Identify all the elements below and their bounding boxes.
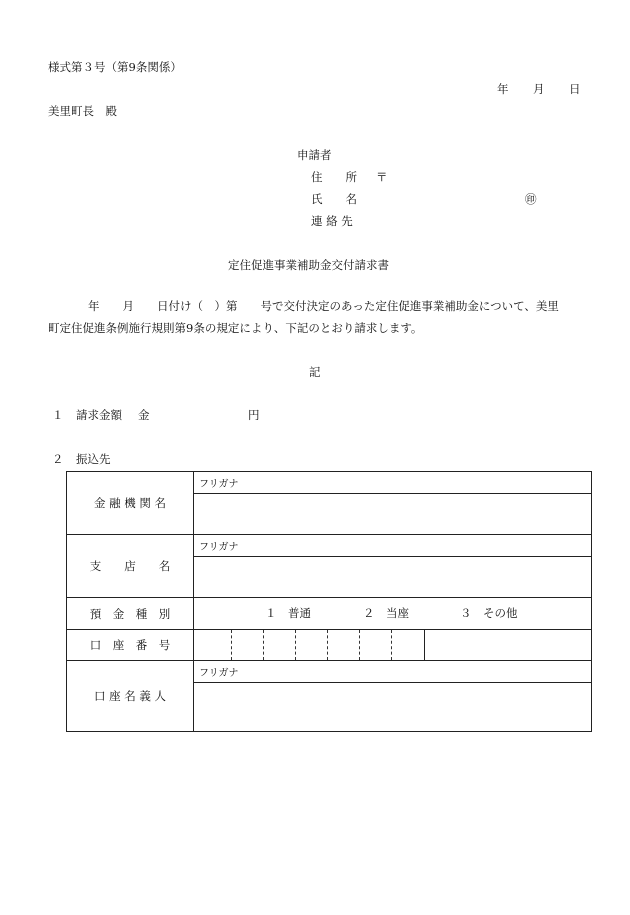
account-digit-cell[interactable]	[328, 630, 360, 660]
account-digit-cell[interactable]	[232, 630, 264, 660]
item1-yen: 円	[248, 408, 260, 422]
item1-kin: 金	[138, 408, 150, 422]
form-number: 様式第３号（第9条関係）	[48, 60, 182, 74]
contact-label: 連 絡 先	[311, 214, 353, 228]
addressee: 美里町長 殿	[48, 104, 117, 118]
branch-name-field[interactable]	[194, 557, 592, 598]
deposit-type-options	[194, 598, 592, 630]
type-option-ordinary[interactable]: １ 普通	[265, 606, 311, 620]
type-option-current[interactable]: ２ 当座	[363, 606, 409, 620]
account-number-field[interactable]	[194, 630, 592, 661]
address-label: 住 所	[311, 170, 357, 184]
account-digit-cell[interactable]	[264, 630, 296, 660]
holder-furigana: フリガナ	[194, 661, 592, 683]
deposit-type-label: 預 金 種 別	[67, 598, 194, 630]
account-number-label: 口 座 番 号	[67, 630, 194, 661]
type-option-other[interactable]: ３ その他	[460, 606, 518, 620]
seal-mark: ㊞	[525, 192, 537, 206]
name-label: 氏 名	[311, 192, 357, 206]
bank-name-label: 金 融 機 関 名	[67, 472, 194, 535]
ki-heading: 記	[309, 365, 321, 379]
bank-transfer-table	[66, 471, 592, 732]
body-line-1: 年 月 日付け（ ）第 号で交付決定のあった定住促進事業補助金について、美里	[88, 299, 559, 313]
branch-furigana: フリガナ	[194, 535, 592, 557]
postal-mark: 〒	[376, 170, 388, 184]
account-digit-cell[interactable]	[360, 630, 392, 660]
date-day: 日	[569, 82, 581, 96]
applicant-heading: 申請者	[297, 148, 332, 162]
body-line-2: 町定住促進条例施行規則第9条の規定により、下記のとおり請求します。	[48, 321, 423, 335]
account-digit-cell[interactable]	[194, 630, 232, 660]
document-title: 定住促進事業補助金交付請求書	[228, 258, 389, 272]
bank-furigana: フリガナ	[194, 472, 592, 494]
account-holder-label: 口 座 名 義 人	[67, 661, 194, 732]
branch-name-label: 支 店 名	[67, 535, 194, 598]
account-holder-field[interactable]	[194, 683, 592, 732]
bank-name-field[interactable]	[194, 494, 592, 535]
item1-label: 請求金額	[76, 408, 122, 422]
account-digit-cell[interactable]	[392, 630, 425, 660]
item2-number: ２	[52, 452, 64, 466]
date-month: 月	[533, 82, 545, 96]
account-digit-cell[interactable]	[296, 630, 328, 660]
date-year: 年	[497, 82, 509, 96]
item1-number: １	[52, 408, 64, 422]
item2-label: 振込先	[76, 452, 111, 466]
